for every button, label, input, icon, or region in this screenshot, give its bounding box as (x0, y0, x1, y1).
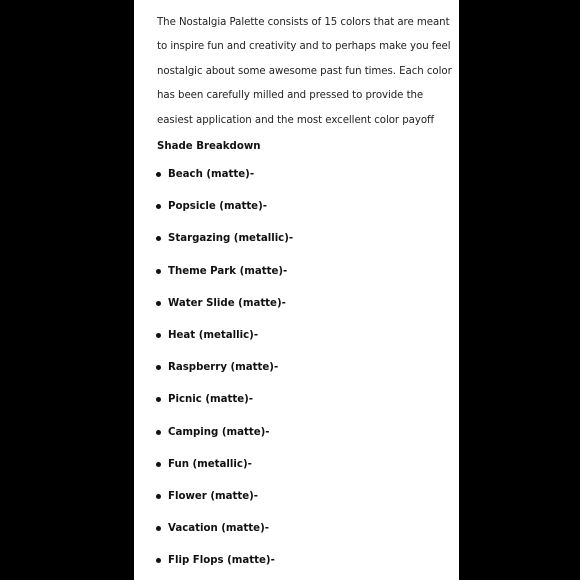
list-item (134, 488, 459, 520)
bullet-icon (156, 526, 161, 531)
bullet-icon (156, 558, 161, 563)
bullet-icon (156, 494, 161, 499)
bullet-icon (156, 269, 161, 274)
bullet-icon (156, 236, 161, 241)
shade-label: Popsicle (matte)- (168, 201, 267, 213)
list-item (134, 295, 459, 327)
intro-line: easiest application and the most excellent color payoff (157, 114, 435, 126)
list-item (134, 391, 459, 423)
list-item (134, 198, 459, 230)
shade-label: Vacation (matte)- (168, 523, 269, 535)
intro-paragraph (157, 11, 453, 133)
list-item (134, 230, 459, 262)
list-item (134, 552, 459, 580)
shade-label: Picnic (matte)- (168, 394, 254, 406)
list-item (134, 456, 459, 488)
shade-list (134, 166, 459, 580)
shade-label: Stargazing (metallic)- (168, 233, 294, 245)
bullet-icon (156, 172, 161, 177)
bullet-icon (156, 397, 161, 402)
bullet-icon (156, 333, 161, 338)
shade-label: Raspberry (matte)- (168, 362, 279, 374)
bullet-icon (156, 365, 161, 370)
list-item (134, 520, 459, 552)
shade-label: Fun (metallic)- (168, 458, 252, 470)
bullet-icon (156, 204, 161, 209)
list-item (134, 263, 459, 295)
content-panel (134, 0, 459, 580)
intro-line: The Nostalgia Palette consists of 15 colors that are meant (157, 17, 450, 28)
shade-label: Camping (matte)- (168, 426, 270, 438)
bullet-icon (156, 430, 161, 435)
shade-label: Beach (matte)- (168, 169, 255, 180)
intro-line: has been carefully milled and pressed to provide the (157, 90, 424, 102)
intro-line: to inspire fun and creativity and to perhaps make you feel (157, 41, 451, 53)
intro-line: nostalgic about some awesome past fun times. Each color (157, 65, 452, 77)
list-item (134, 327, 459, 359)
list-item (134, 166, 459, 198)
bullet-icon (156, 301, 161, 306)
shade-breakdown-heading: Shade Breakdown (157, 141, 261, 152)
list-item (134, 424, 459, 456)
shade-label: Theme Park (matte)- (168, 265, 288, 277)
shade-label: Flip Flops (matte)- (168, 555, 275, 567)
shade-label: Heat (metallic)- (168, 329, 259, 341)
list-item (134, 359, 459, 391)
shade-label: Flower (matte)- (168, 490, 259, 502)
bullet-icon (156, 462, 161, 467)
shade-label: Water Slide (matte)- (168, 297, 286, 309)
